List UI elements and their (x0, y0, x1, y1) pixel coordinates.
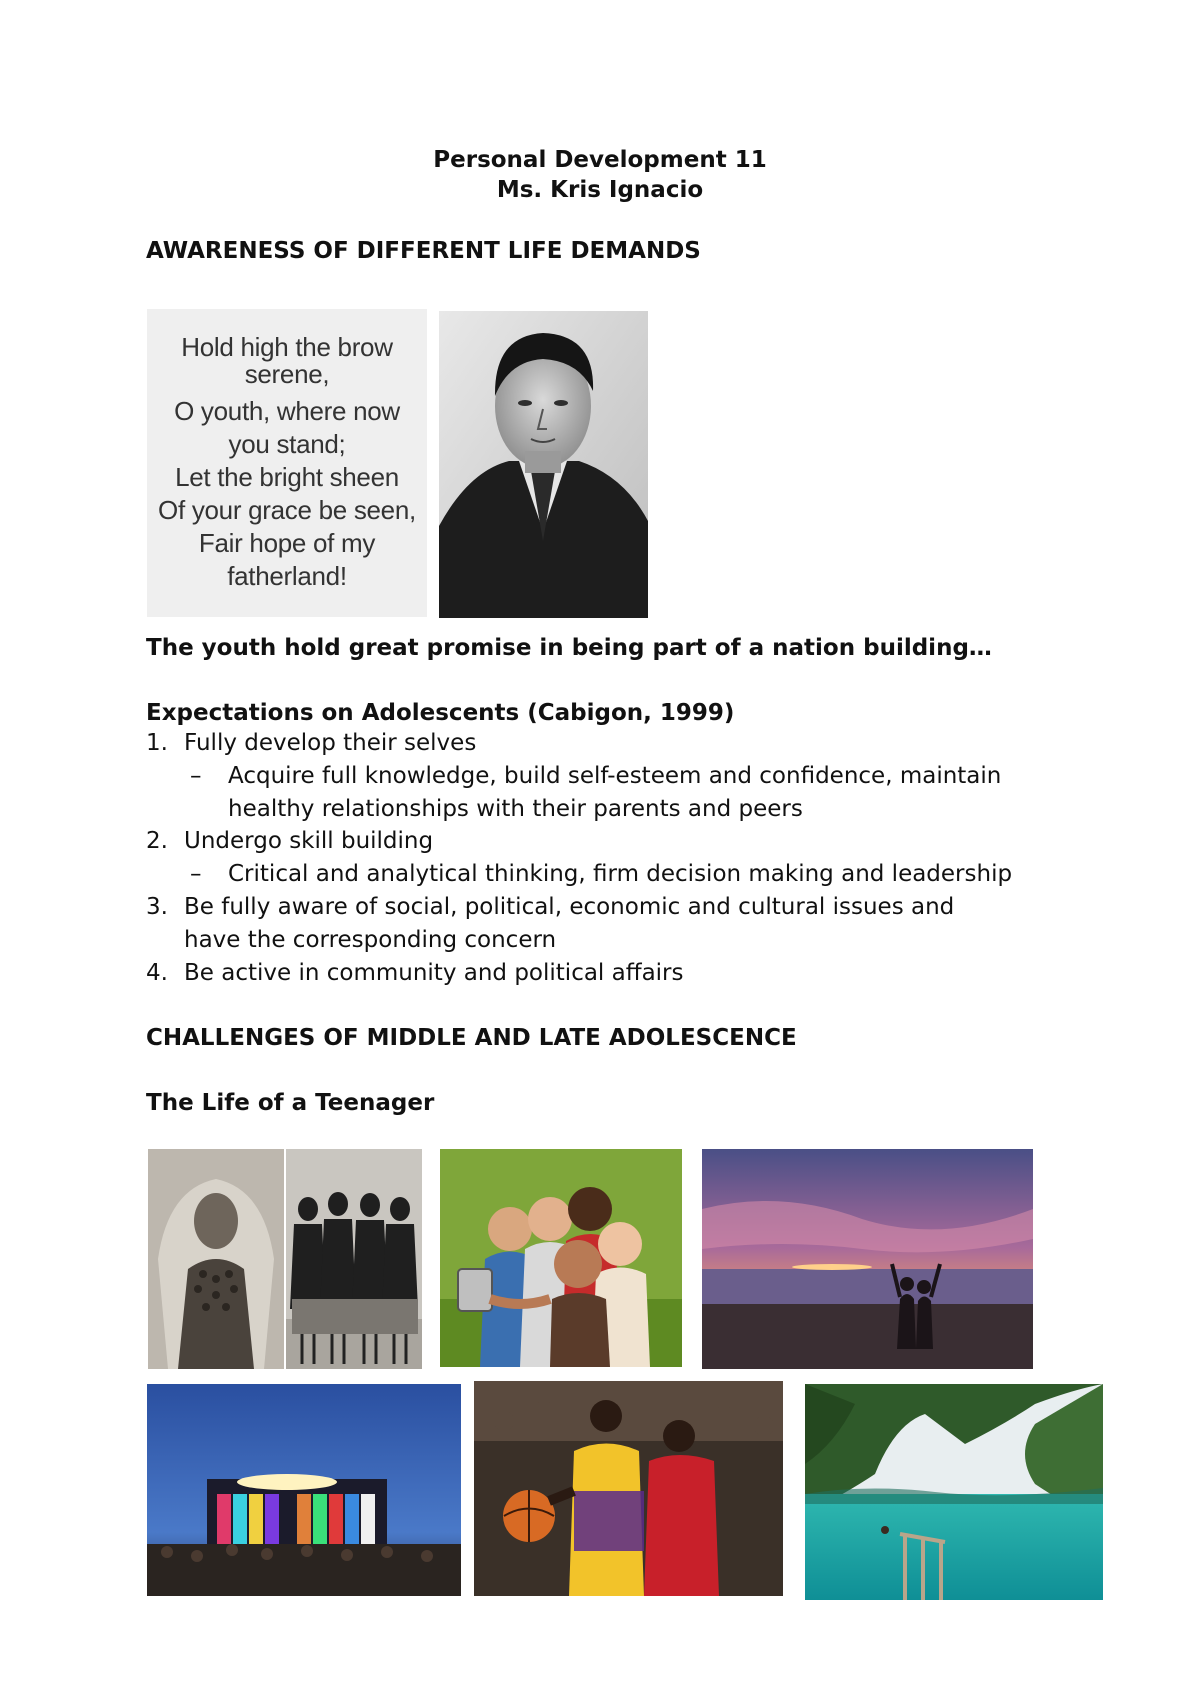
list-item: Fully develop their selves (184, 730, 477, 756)
section-heading-awareness: AWARENESS OF DIFFERENT LIFE DEMANDS (146, 238, 701, 264)
list-item-number: 1. (146, 730, 168, 756)
sub-list-item-continued: healthy relationships with their parents and peers (228, 796, 803, 822)
expectations-heading: Expectations on Adolescents (Cabigon, 1999) (146, 700, 735, 726)
list-item: Be fully aware of social, political, economic and cultural issues and (184, 894, 955, 920)
portrait-photo (439, 311, 648, 618)
list-item: Be active in community and political affairs (184, 960, 684, 986)
list-item-continued: have the corresponding concern (184, 927, 557, 953)
poem-line: serene, (244, 359, 330, 389)
basketball-photo (474, 1381, 783, 1596)
poem-line: Fair hope of my (198, 528, 376, 558)
poem-line: Let the bright sheen (175, 462, 399, 492)
course-title: Personal Development 11 (433, 147, 767, 173)
concert-photo (147, 1384, 461, 1596)
list-item-number: 4. (146, 960, 168, 986)
poem-line: Hold high the brow (181, 332, 393, 362)
list-item-number: 2. (146, 828, 168, 854)
dash-bullet: – (190, 763, 202, 789)
dash-bullet: – (190, 861, 202, 887)
subheading-teenager: The Life of a Teenager (146, 1090, 435, 1116)
teacher-name: Ms. Kris Ignacio (496, 177, 704, 203)
list-item-number: 3. (146, 894, 168, 920)
vintage-portrait-photo (148, 1149, 284, 1369)
section-heading-challenges: CHALLENGES OF MIDDLE AND LATE ADOLESCENCE (146, 1025, 797, 1051)
poem-line: Of your grace be seen, (158, 495, 416, 525)
sub-list-item: Critical and analytical thinking, firm decision making and leadership (228, 861, 1013, 887)
sub-list-item: Acquire full knowledge, build self-esteem and confidence, maintain (228, 763, 1002, 789)
beach-sunset-photo (702, 1149, 1033, 1369)
friends-selfie-photo (440, 1149, 682, 1367)
list-item: Undergo skill building (184, 828, 434, 854)
tagline: The youth hold great promise in being part of a nation building… (146, 635, 992, 661)
poem-line: O youth, where now (174, 396, 400, 426)
poem-line: you stand; (228, 429, 346, 459)
poem-line: fatherland! (227, 561, 347, 591)
lagoon-photo (805, 1384, 1103, 1600)
vintage-group-photo (286, 1149, 422, 1369)
poem-image (147, 309, 427, 617)
